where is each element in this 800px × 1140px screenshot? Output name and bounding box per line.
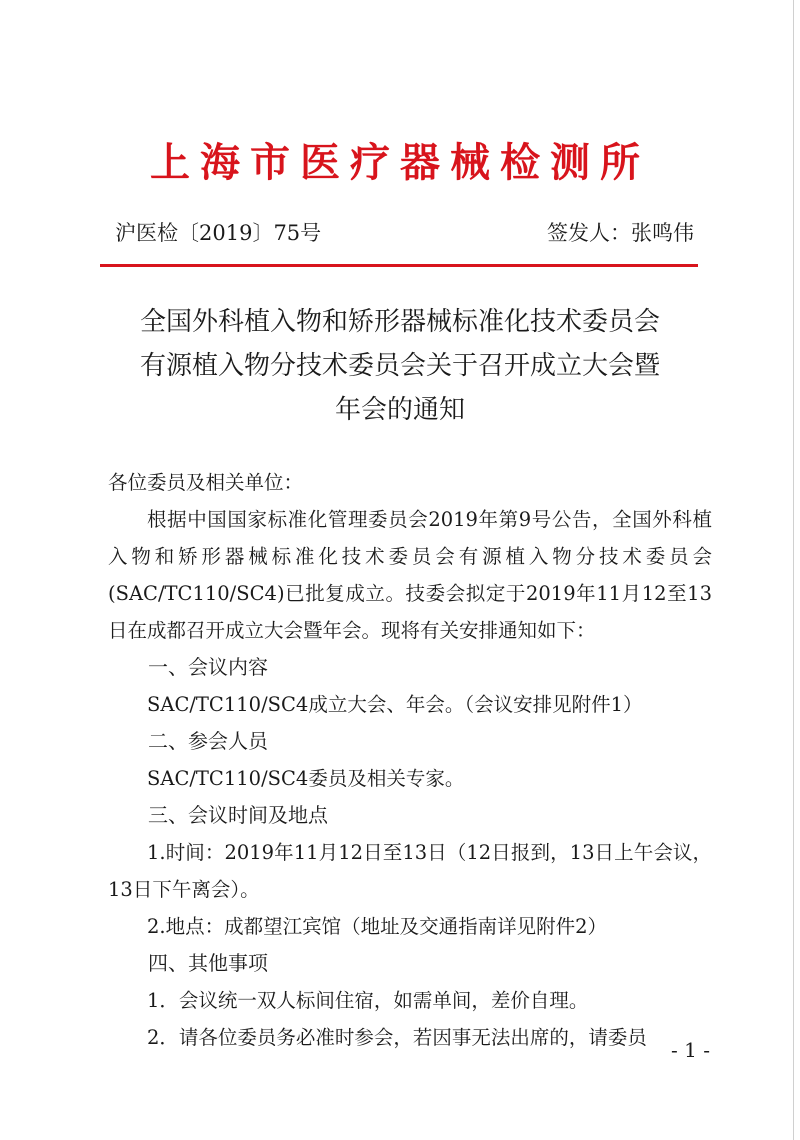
title-line: 年会的通知 [334, 395, 465, 425]
section-heading-attendees: 二、参会人员 [148, 729, 268, 753]
section-heading-time-place: 三、会议时间及地点 [148, 803, 328, 827]
title-line: 全国外科植入物和矫形器械标准化技术委员会 [139, 307, 660, 337]
intro-paragraph: 根据中国国家标准化管理委员会2019年第9号公告，全国外科植入物和矫形器械标准化技术委员会有源植入物分技术委员会(SAC/TC110/SC4)已批复成立。技委会拟定于2019年11月12至13日在成都召开成立大会暨年会。现将有关安排通知如下： [108, 508, 712, 642]
salutation: 各位委员及相关单位： [108, 471, 304, 494]
other-item-2: 2．请各位委员务必准时参会，若因事无法出席的，请委员 [147, 1026, 647, 1049]
page-number: - 1 - [671, 1038, 710, 1062]
section-content-text: SAC/TC110/SC4成立大会、年会。（会议安排见附件1） [147, 693, 643, 716]
signer: 签发人：张鸣伟 [547, 221, 694, 245]
meeting-time: 1.时间：2019年11月12日至13日（12日报到，13日上午会议，13日下午离会）。 [108, 841, 712, 901]
red-divider [100, 264, 698, 267]
document-body [108, 464, 712, 1056]
section-heading-content: 一、会议内容 [148, 655, 268, 679]
document-number: 沪医检〔2019〕75号 [115, 221, 322, 245]
other-item-1: 1．会议统一双人标间住宿，如需单间，差价自理。 [147, 989, 589, 1012]
title-line: 有源植入物分技术委员会关于召开成立大会暨 [139, 351, 660, 381]
institute-header: 上海市医疗器械检测所 [150, 139, 650, 186]
meeting-place: 2.地点：成都望江宾馆（地址及交通指南详见附件2） [147, 915, 608, 938]
section-attendees-text: SAC/TC110/SC4委员及相关专家。 [147, 767, 465, 790]
section-heading-other: 四、其他事项 [148, 951, 268, 975]
notice-title [100, 300, 700, 432]
